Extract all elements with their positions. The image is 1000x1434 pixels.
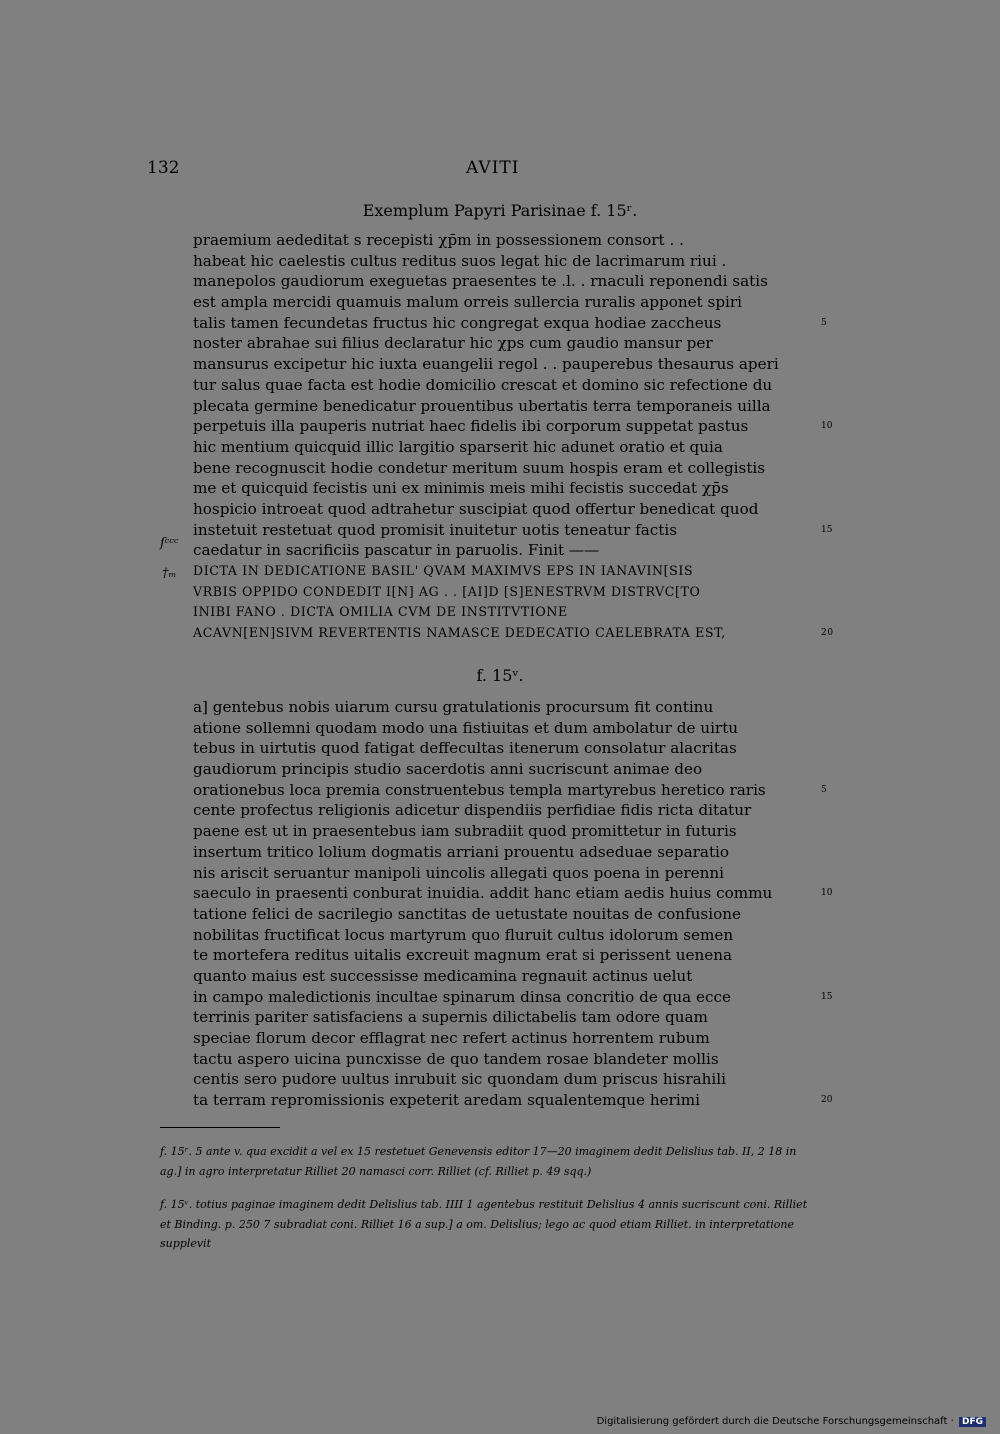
text-line <box>193 602 813 623</box>
text-line <box>193 478 813 499</box>
line-text: paene est ut in praesentebus iam subradiit quod promittetur in futuris <box>193 822 737 841</box>
text-line <box>193 251 813 272</box>
line-text: tebus in uirtutis quod fatigat deffecultas itenerum consolatur alacritas <box>193 739 737 758</box>
line-text: tactu aspero uicina puncxisse de quo tandem rosae blandeter mollis <box>193 1049 719 1068</box>
text-line <box>193 821 813 842</box>
text-line <box>193 863 813 884</box>
text-line <box>193 271 813 292</box>
line-text: bene recognuscit hodie condetur meritum suum hospis eram et collegistis <box>193 458 766 477</box>
line-text: nobilitas fructificat locus martyrum quo fluruit cultus idolorum semen <box>193 925 734 944</box>
line-text: habeat hic caelestis cultus reditus suos legat hic de lacrimarum riui . <box>193 251 727 270</box>
line-text: caedatur in sacrificiis pascatur in paruolis. Finit —— <box>193 541 600 560</box>
line-text: te mortefera reditus uitalis excreuit magnum erat si perissent uenena <box>193 946 733 965</box>
text-line <box>193 292 813 313</box>
text-line <box>193 738 813 759</box>
text-line <box>193 540 813 561</box>
line-number: 10 <box>821 421 833 432</box>
text-line <box>193 904 813 925</box>
text-line <box>193 1007 813 1028</box>
text-line <box>193 1090 833 1111</box>
line-text: terrinis pariter satisfaciens a supernis dilictabelis tam odore quam <box>193 1008 708 1027</box>
line-text: atione sollemni quodam modo una fistiuitas et dum ambolatur de uirtu <box>193 718 739 737</box>
text-line <box>193 437 813 458</box>
text-line <box>193 458 813 479</box>
text-line <box>193 230 813 251</box>
line-number: 15 <box>821 524 833 535</box>
line-text: tur salus quae facta est hodie domicilio crescat et domino sic refectione du <box>193 375 773 394</box>
footer-text: Digitalisierung gefördert durch die Deutsche Forschungsgemeinschaft · <box>596 1416 954 1427</box>
running-title: AVITI <box>466 158 520 178</box>
line-text: orationebus loca premia construentebus templa martyrebus heretico raris <box>193 780 766 799</box>
line-text: cente profectus religionis adicetur dispendiis perfidiae fidis ricta ditatur <box>193 801 752 820</box>
line-text: hospicio introeat quod adtrahetur suscipiat quod offertur benedicat quod <box>193 499 759 518</box>
line-text: instetuit restetuat quod promisit inuitetur uotis teneatur factis <box>193 520 678 539</box>
line-text: a] gentebus nobis uiarum cursu gratulationis procursum fit continu <box>193 698 714 716</box>
text-line <box>193 883 833 904</box>
line-text: praemium aededitat s recepisti χp̄m in possessionem consort . . <box>193 231 684 249</box>
line-number: 10 <box>821 888 833 899</box>
text-line <box>193 987 833 1008</box>
page-number: 132 <box>147 158 180 178</box>
line-text: noster abrahae sui filius declaratur hic χps cum gaudio mansur per <box>193 334 713 353</box>
papyrus-text-verso <box>193 697 833 1111</box>
line-text: perpetuis illa pauperis nutriat haec fidelis ibi corporum suppetat pastus <box>193 417 749 436</box>
section-title-recto: Exemplum Papyri Parisinae f. 15ʳ. <box>362 201 638 220</box>
line-number: 15 <box>821 991 833 1002</box>
text-line <box>193 1069 813 1090</box>
section-title-verso: f. 15ᵛ. <box>476 666 524 685</box>
text-line <box>193 780 827 801</box>
line-text: saeculo in praesenti conburat inuidia. addit hanc etiam aedis huius commu <box>193 884 773 903</box>
text-line <box>193 800 813 821</box>
line-text: manepolos gaudiorum exeguetas praesentes te .l. . rnaculi reponendi satis <box>193 272 768 291</box>
line-number: 5 <box>821 784 827 795</box>
footnote: f. 15ᵛ. totius paginae imaginem dedit Delislius tab. IIII 1 agentebus restituit Delislius 4 annis sucriscunt coni. Rilliet et Binding. p. 250 7 subradiat coni. Rilliet 16 a sup.] a om. Delislius; lego ac quod etiam Rilliet. in interpretatione supplevit <box>160 1198 808 1250</box>
text-line <box>193 561 813 582</box>
line-text: ACAVN[EN]SIVM REVERTENTIS NAMASCE DEDECATIO CAELEBRATA EST, <box>193 625 726 641</box>
line-text: speciae florum decor efflagrat nec refert actinus horrentem rubum <box>193 1029 710 1047</box>
line-text: talis tamen fecundetas fructus hic congregat exqua hodiae zaccheus <box>193 313 722 332</box>
text-line <box>193 1028 813 1049</box>
line-text: est ampla mercidi quamuis malum orreis sullercia ruralis apponet spiri <box>193 293 743 312</box>
papyrus-text-recto <box>193 230 834 644</box>
text-line <box>193 718 813 739</box>
line-text: nis ariscit seruantur manipoli uincolis allegati quos poena in perenni <box>193 863 725 882</box>
text-line <box>193 416 833 437</box>
text-line <box>193 925 813 946</box>
text-line <box>193 499 813 520</box>
line-text: VRBIS OPPIDO CONDEDIT I[N] AG . . [AI]D [S]ENESTRVM DISTRVC[TO <box>193 583 701 599</box>
text-line <box>193 375 813 396</box>
footnote: f. 15ʳ. 5 ante v. qua excidit a vel ex 15 restetuet Genevensis editor 17—20 imaginem dedit Delislius tab. II, 2 18 in ag.] in agro interpretatur Rilliet 20 namasci corr. Rilliet (cf. Rilliet p. 49 sqq.) <box>160 1145 797 1178</box>
text-line <box>193 396 813 417</box>
line-text: ta terram repromissionis expeterit aredam squalentemque herimi <box>193 1091 701 1110</box>
line-text: plecata germine benedicatur prouentibus ubertatis terra temporaneis uilla <box>193 396 771 415</box>
text-line <box>193 582 813 603</box>
line-text: in campo maledictionis incultae spinarum dinsa concritio de qua ecce <box>193 987 732 1006</box>
line-text: gaudiorum principis studio sacerdotis anni sucriscunt animae deo <box>193 760 703 779</box>
text-line <box>193 623 834 644</box>
text-line <box>193 697 813 718</box>
line-text: tatione felici de sacrilegio sanctitas de uetustate nouitas de confusione <box>193 904 741 923</box>
text-line <box>193 759 813 780</box>
line-number: 5 <box>821 317 827 328</box>
margin-note: ſᶜᶜᶜ <box>160 536 179 551</box>
text-line <box>193 333 813 354</box>
text-line <box>193 313 827 334</box>
text-line <box>193 842 813 863</box>
line-text: mansurus excipetur hic iuxta euangelii regol . . pauperebus thesaurus aperi <box>193 355 779 374</box>
line-number: 20 <box>821 628 834 639</box>
line-text: DICTA IN DEDICATIONE BASIL' QVAM MAXIMVS EPS IN IANAVIN[SIS <box>193 563 694 578</box>
line-text: hic mentium quicquid illic largitio sparserit hic adunet oratio et quia <box>193 437 723 456</box>
line-text: INIBI FANO . DICTA OMILIA CVM DE INSTITVTIONE <box>193 604 568 620</box>
text-line <box>193 945 813 966</box>
margin-note: †ₘ <box>162 566 177 581</box>
line-number: 20 <box>821 1095 833 1106</box>
dfg-logo: DFG <box>959 1417 986 1427</box>
footnote-rule <box>160 1127 280 1128</box>
line-text: me et quicquid fecistis uni ex minimis meis mihi fecistis succedat χp̄s <box>193 479 729 498</box>
text-line <box>193 520 833 541</box>
line-text: quanto maius est successisse medicamina regnauit actinus uelut <box>193 966 693 985</box>
text-line <box>193 966 813 987</box>
funding-footer <box>597 1416 986 1427</box>
line-text: insertum tritico lolium dogmatis arriani prouentu adseduae separatio <box>193 842 730 861</box>
text-line <box>193 1049 813 1070</box>
line-text: centis sero pudore uultus inrubuit sic quondam dum priscus hisrahili <box>193 1070 727 1089</box>
text-line <box>193 354 813 375</box>
